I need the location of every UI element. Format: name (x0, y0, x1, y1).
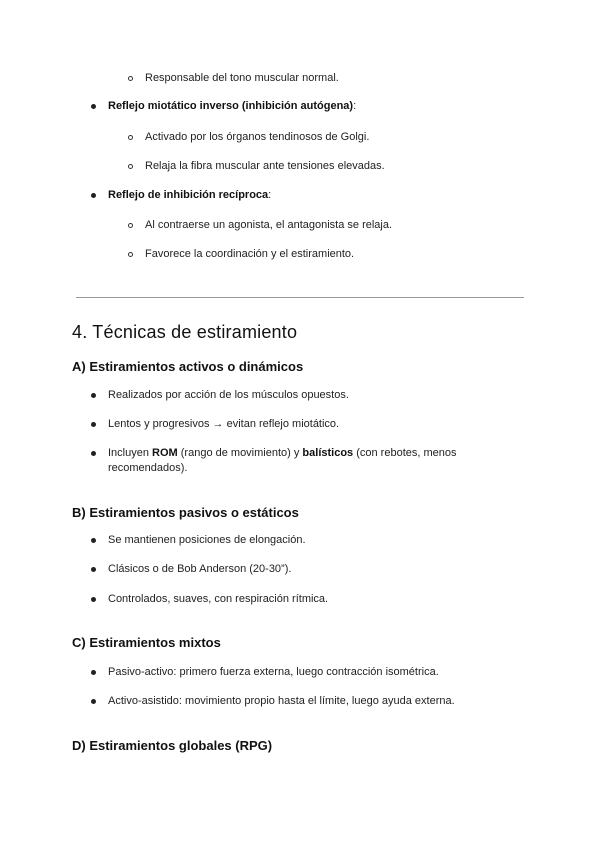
list-item: Al contraerse un agonista, el antagonista se relaja. (145, 219, 393, 231)
rom-text-post: (con rebotes, menos (353, 447, 457, 459)
list-item: Relaja la fibra muscular ante tensiones elevadas. (145, 160, 385, 172)
reflex-inverse-suffix: : (353, 100, 357, 112)
rom-text-pre: Incluyen (108, 447, 153, 459)
reflex-reciprocal-suffix: : (268, 189, 272, 201)
circle-bullet-icon (128, 76, 133, 81)
disc-bullet-icon (91, 699, 96, 704)
list-item: Responsable del tono muscular normal. (145, 72, 339, 84)
list-item: Activado por los órganos tendinosos de Golgi. (145, 131, 370, 143)
disc-bullet-icon (91, 422, 96, 427)
subsection-title-c: C) Estiramientos mixtos (72, 635, 221, 650)
list-item: Activo-asistido: movimiento propio hasta el límite, luego ayuda externa. (108, 695, 455, 707)
circle-bullet-icon (128, 135, 133, 140)
reflex-reciprocal-label: Reflejo de inhibición recíproca (108, 189, 269, 201)
circle-bullet-icon (128, 223, 133, 228)
disc-bullet-icon (91, 104, 96, 109)
disc-bullet-icon (91, 597, 96, 602)
list-item: Realizados por acción de los músculos opuestos. (108, 389, 349, 401)
rom-bold: ROM (152, 447, 178, 459)
circle-bullet-icon (128, 252, 133, 257)
reflex-inverse-label: Reflejo miotático inverso (inhibición autógena) (108, 100, 354, 112)
list-item-rom-continuation: recomendados). (108, 462, 188, 474)
disc-bullet-icon (91, 567, 96, 572)
list-item: Controlados, suaves, con respiración rítmica. (108, 593, 329, 605)
disc-bullet-icon (91, 451, 96, 456)
rom-text-mid: (rango de movimiento) y (177, 447, 303, 459)
list-item-rom (108, 445, 488, 461)
circle-bullet-icon (128, 164, 133, 169)
disc-bullet-icon (91, 538, 96, 543)
list-item-reflex-inverse (108, 98, 356, 114)
list-item-reflex-reciprocal (108, 187, 271, 203)
disc-bullet-icon (91, 670, 96, 675)
list-item: Se mantienen posiciones de elongación. (108, 534, 306, 546)
subsection-title-b: B) Estiramientos pasivos o estáticos (72, 505, 299, 520)
subsection-title-a: A) Estiramientos activos o dinámicos (72, 359, 304, 374)
list-item: Pasivo-activo: primero fuerza externa, luego contracción isométrica. (108, 666, 439, 678)
list-item: Favorece la coordinación y el estiramiento. (145, 248, 355, 260)
list-item: Lentos y progresivos → evitan reflejo miotático. (108, 418, 340, 430)
section-title: 4. Técnicas de estiramiento (72, 322, 298, 342)
disc-bullet-icon (91, 193, 96, 198)
subsection-title-d: D) Estiramientos globales (RPG) (72, 738, 273, 753)
disc-bullet-icon (91, 393, 96, 398)
list-item: Clásicos o de Bob Anderson (20-30”). (108, 563, 292, 575)
ballistic-bold: balísticos (302, 447, 354, 459)
horizontal-divider (76, 297, 524, 298)
